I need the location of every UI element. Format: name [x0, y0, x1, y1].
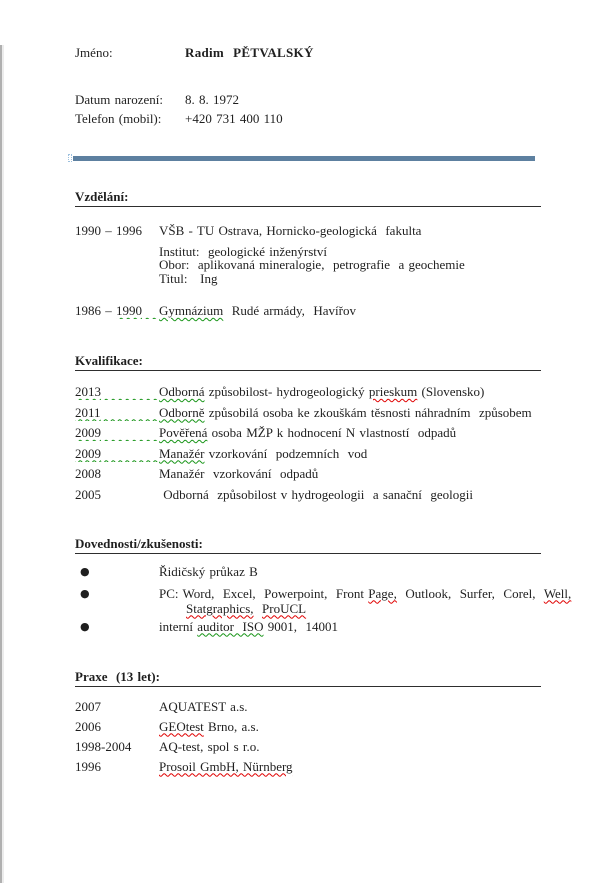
cv-page — [2, 45, 613, 883]
text-segment: Rudé armády, Havířov — [223, 303, 356, 319]
name-label: Jméno: — [75, 45, 113, 60]
bullet-line — [159, 619, 338, 634]
text-segment: Odborná způsobilost v hydrogeologii a sanační geologii — [159, 486, 474, 502]
text-segment: 2008 — [75, 466, 101, 482]
text-segment: AQ-test, spol s r.o. — [159, 738, 260, 754]
divider-bar — [73, 156, 535, 161]
detail-line: Institut: geologické inženýrství — [159, 244, 327, 259]
skill-bullet — [75, 619, 541, 635]
skill-bullet — [75, 564, 541, 580]
bullet-line — [159, 564, 258, 579]
experience-row — [75, 719, 541, 735]
text-segment: Gymnázium — [159, 303, 224, 319]
education-row — [75, 303, 541, 319]
bullet-line — [159, 601, 571, 616]
text-segment: Well, — [543, 585, 572, 601]
text-segment: Řidičský průkaz B — [159, 563, 258, 579]
text-segment: 9001, 14001 — [263, 618, 338, 634]
year-cell — [75, 425, 159, 441]
text-segment: PC: Word, Excel, Powerpoint, Front — [159, 585, 369, 601]
text-segment: Brno, a.s. — [203, 718, 259, 734]
period-cell — [75, 303, 159, 319]
qualification-row — [75, 384, 541, 400]
text-segment: Odborná — [159, 384, 205, 400]
cv-content — [75, 45, 572, 775]
text-segment: GEOtest — [159, 718, 204, 734]
text-segment: Manažér — [159, 445, 205, 461]
skills-heading: Dovednosti/zkušenosti: — [75, 536, 541, 554]
bullet-icon: ● — [80, 564, 90, 578]
text-segment: Statgraphics, — [186, 600, 254, 616]
text-segment: AQUATEST a.s. — [159, 698, 248, 714]
text-segment: ProUCL — [262, 600, 307, 616]
bullet-text — [159, 586, 571, 616]
experience-list — [75, 699, 541, 775]
education-details — [159, 245, 541, 285]
birth-label: Datum narození: — [75, 92, 163, 107]
text-segment: 1996 — [75, 758, 101, 774]
year-cell — [75, 487, 159, 503]
qualification-desc — [159, 466, 541, 482]
skill-bullet — [75, 585, 572, 616]
text-segment: Pověřená — [159, 425, 208, 441]
text-segment: způsobilá osoba ke zkouškám těsnosti náhradním způsobem — [204, 404, 532, 420]
text-segment: Page, — [368, 585, 397, 601]
year-cell — [75, 405, 159, 421]
text-segment: 1986 – — [75, 303, 116, 319]
qualifications-list — [75, 384, 541, 503]
company-cell — [159, 699, 541, 715]
company-cell — [159, 739, 541, 755]
text-segment: 1990 – 1996 — [75, 223, 142, 238]
year-cell — [75, 699, 159, 715]
experience-row — [75, 699, 541, 715]
qualification-row — [75, 487, 541, 503]
qualification-row — [75, 405, 541, 421]
experience-heading: Praxe (13 let): — [75, 669, 541, 687]
year-cell — [75, 384, 159, 400]
skills-list — [75, 563, 572, 635]
text-segment: 2009 — [75, 425, 101, 441]
phone-label: Telefon (mobil): — [75, 111, 162, 126]
text-segment: VŠB - TU Ostrava, Hornicko-geologická fakulta — [159, 223, 422, 238]
detail-line: Titul: Ing — [159, 270, 218, 286]
qualification-desc — [159, 446, 541, 462]
qualification-desc — [159, 384, 541, 400]
text-segment: 1998-2004 — [75, 738, 132, 754]
bullet-text — [159, 619, 541, 635]
company-cell — [159, 719, 541, 735]
experience-row — [75, 739, 541, 755]
year-cell — [75, 446, 159, 462]
institution-title — [159, 303, 541, 319]
year-cell — [75, 739, 159, 755]
qualification-row — [75, 425, 541, 441]
name-value: Radim PĚTVALSKÝ — [185, 45, 314, 60]
text-segment: 2005 — [75, 486, 101, 502]
text-segment: Prosoil GmbH, Nürnberg — [159, 758, 293, 774]
bullet-line — [159, 586, 571, 601]
qualification-row — [75, 466, 541, 482]
text-segment: způsobilost- hydrogeologický — [204, 384, 369, 400]
text-segment: vzorkování podzemních vod — [204, 445, 368, 461]
text-segment — [254, 601, 263, 616]
text-segment: auditor ISO — [197, 618, 264, 634]
text-segment: osoba MŽP k hodnocení N vlastností odpadů — [207, 425, 457, 441]
text-segment: 2006 — [75, 718, 101, 734]
year-cell — [75, 719, 159, 735]
text-segment: 2007 — [75, 698, 101, 714]
text-segment: interní — [159, 618, 198, 634]
experience-row — [75, 759, 541, 775]
text-segment: prieskum — [368, 384, 418, 400]
year-cell — [75, 466, 159, 482]
company-cell — [159, 759, 541, 775]
text-segment: 2013 — [75, 384, 101, 400]
qualification-desc — [159, 405, 541, 421]
anchor-mark-icon — [68, 154, 72, 162]
text-segment: 1990 — [116, 303, 142, 319]
divider-row — [68, 154, 541, 162]
name-row — [75, 45, 541, 61]
period-cell — [75, 223, 159, 239]
bullet-icon: ● — [80, 619, 90, 633]
bullet-text — [159, 564, 541, 580]
qualifications-heading: Kvalifikace: — [75, 353, 541, 371]
detail-line: Obor: aplikovaná mineralogie, petrografie a geochemie — [159, 257, 465, 273]
birth-row — [75, 92, 541, 108]
qualification-row — [75, 446, 541, 462]
text-segment: Outlook, Surfer, Corel, — [396, 585, 544, 601]
qualification-desc — [159, 425, 541, 441]
education-row — [75, 223, 541, 239]
education-heading: Vzdělání: — [75, 189, 541, 207]
phone-value: +420 731 400 110 — [185, 111, 283, 126]
text-segment: 2011 — [75, 404, 101, 420]
text-segment: (Slovensko) — [417, 384, 485, 400]
qualification-desc — [159, 487, 541, 503]
institution-title — [159, 223, 541, 239]
year-cell — [75, 759, 159, 775]
text-segment: Manažér vzorkování odpadů — [159, 466, 319, 482]
birth-value: 8. 8. 1972 — [185, 92, 239, 107]
text-segment: 2009 — [75, 445, 101, 461]
text-segment: Odborně — [159, 404, 205, 420]
phone-row — [75, 111, 541, 127]
bullet-icon: ● — [80, 586, 90, 600]
